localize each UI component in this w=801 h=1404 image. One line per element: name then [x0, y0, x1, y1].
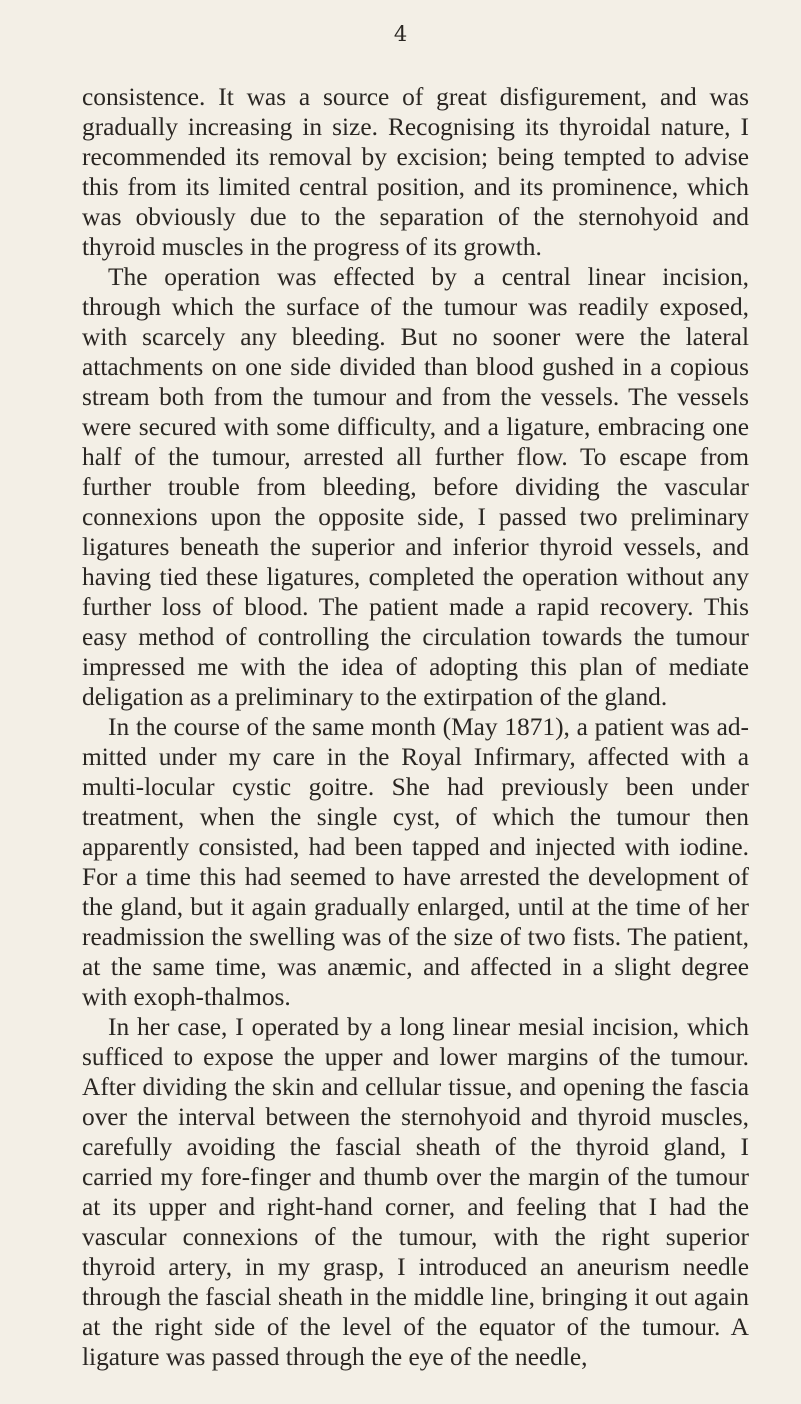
- paragraph-continued: consistence. It was a source of great disfigurement, and was gradually increasing in size. Recognising its thyroidal nature, I recommended its removal by excision; being tempted to advise this from its limited central position, and its prominence, which was obviously due to the separation of the sternohyoid and thyroid muscles in the progress of its growth.: [82, 83, 749, 261]
- body-text: [82, 82, 749, 1372]
- paragraph-second-patient: In the course of the same month (May 1871), a patient was ad-mitted under my care in the Royal Infirmary, affected with a multi-locular cystic goitre. She had previously been under treatment, when the single cyst, of which the tumour then apparently consisted, had been tapped and injected with iodine. For a time this had seemed to have arrested the development of the gland, but it again gradually enlarged, until at the time of her readmission the swelling was of the size of two fists. The patient, at the same time, was anæmic, and affected in a slight degree with exoph-thalmos.: [82, 713, 749, 1011]
- paragraph-second-operation: In her case, I operated by a long linear mesial incision, which sufficed to expose the upper and lower margins of the tumour. After dividing the skin and cellular tissue, and opening the fascia over the interval between the sternohyoid and thyroid muscles, carefully avoiding the fascial sheath of the thyroid gland, I carried my fore-finger and thumb over the margin of the tumour at its upper and right-hand corner, and feeling that I had the vascular connexions of the tumour, with the right superior thyroid artery, in my grasp, I introduced an aneurism needle through the fascial sheath in the middle line, bringing it out again at the right side of the level of the equator of the tumour. A ligature was passed through the eye of the needle,: [82, 1013, 749, 1371]
- paragraph-operation: The operation was effected by a central linear incision, through which the surface of the tumour was readily exposed, with scarcely any bleeding. But no sooner were the lateral attachments on one side divided than blood gushed in a copious stream both from the tumour and from the vessels. The vessels were secured with some difficulty, and a ligature, embracing one half of the tumour, arrested all further flow. To escape from further trouble from bleeding, before dividing the vascular connexions upon the opposite side, I passed two preliminary ligatures beneath the superior and inferior thyroid vessels, and having tied these ligatures, completed the operation without any further loss of blood. The patient made a rapid recovery. This easy method of controlling the circulation towards the tumour impressed me with the idea of adopting this plan of mediate deligation as a preliminary to the extirpation of the gland.: [82, 263, 749, 711]
- page-number: 4: [393, 22, 408, 46]
